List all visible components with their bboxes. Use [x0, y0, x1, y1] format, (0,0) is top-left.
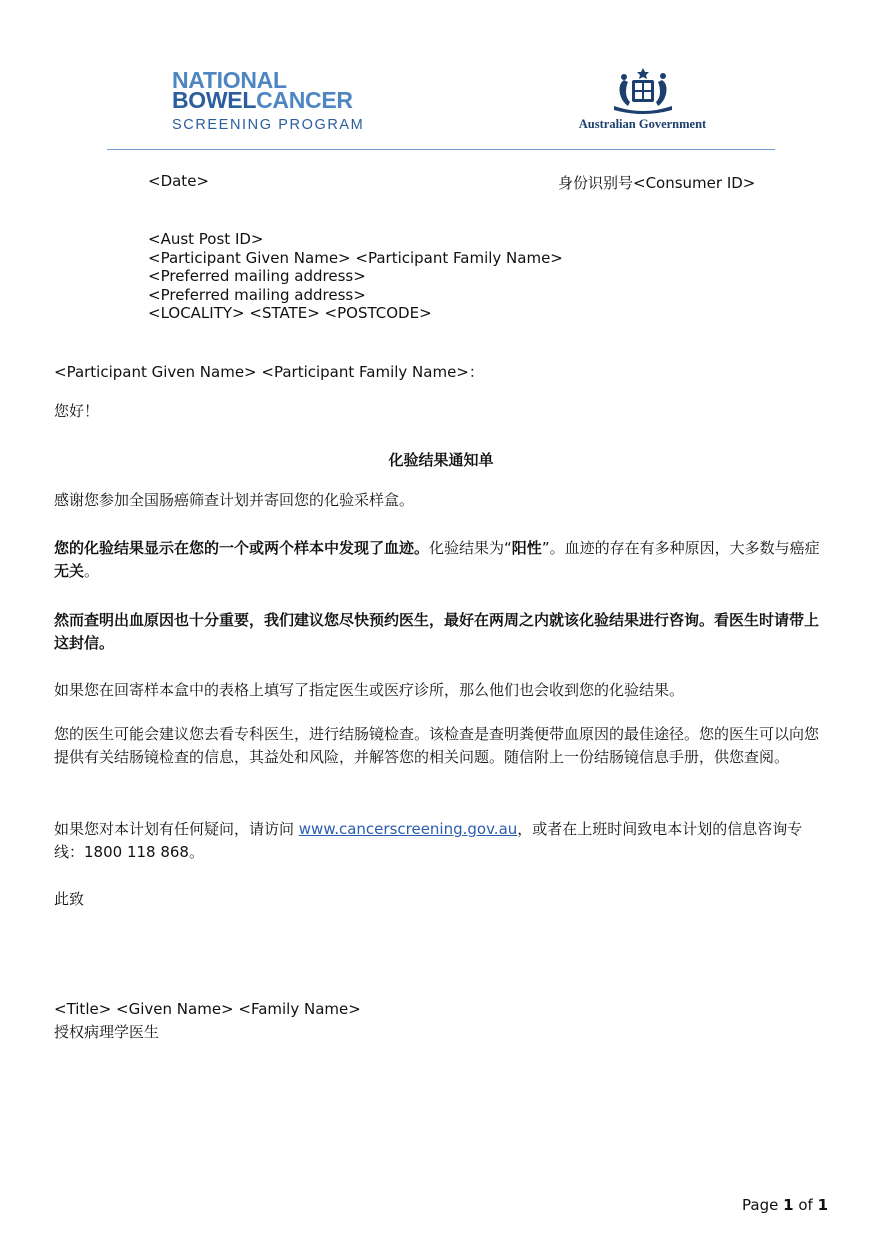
- gov-logo-text: Australian Government: [578, 117, 707, 131]
- consumer-id: 身份识别号<Consumer ID>: [558, 174, 756, 192]
- coat-of-arms-icon: [606, 66, 680, 114]
- address-line: <Participant Given Name> <Participant Family Name>: [148, 248, 563, 267]
- letter-title: 化验结果通知单: [388, 451, 494, 469]
- page-current: 1: [783, 1196, 794, 1214]
- paragraph-thanks: 感谢您参加全国肠癌筛查计划并寄回您的化验采样盒。: [54, 491, 415, 509]
- result-positive: 阳性: [511, 539, 542, 557]
- australian-government-logo: [570, 66, 715, 132]
- ncsp-logo: [172, 67, 365, 133]
- greeting: 您好！: [54, 402, 100, 420]
- logo-word-bowel: BOWEL: [172, 87, 257, 113]
- page-number: [742, 1196, 828, 1214]
- logo-line-national: NATIONAL: [172, 67, 287, 93]
- logo-line-bowel-cancer: [172, 87, 364, 113]
- address-line: <Aust Post ID>: [148, 230, 264, 248]
- contact-text-a: 如果您对本计划有任何疑问，请访问: [54, 820, 299, 838]
- page-of: of: [793, 1196, 818, 1214]
- address-line: <Preferred mailing address>: [148, 285, 366, 304]
- logo-line-screening-program: SCREENING PROGRAM: [172, 117, 365, 133]
- page-label: Page: [742, 1196, 784, 1214]
- closing: 此致: [54, 890, 85, 908]
- paragraph-result: [54, 537, 829, 583]
- result-text-c: 。: [84, 562, 100, 580]
- result-unrelated: 无关: [54, 562, 85, 580]
- result-text-b: ”。血迹的存在有多种原因，大多数与癌症: [541, 539, 820, 557]
- paragraph-colonoscopy: 您的医生可能会建议您去看专科医生，进行结肠镜检查。该检查是查明粪便带血原因的最佳途径。您的医生可以向您提供有关结肠镜检查的信息，其益处和风险，并解答您的相关问题。随信附上一份结肠镜信息手册，供您查阅。: [54, 725, 820, 766]
- website-link[interactable]: www.cancerscreening.gov.au: [298, 820, 518, 838]
- letter-date: <Date>: [148, 172, 209, 190]
- contact-text-b: ，或者在上班时间致电本计划的信息咨询专线：1800 118 868。: [54, 820, 803, 861]
- signature-name: <Title> <Given Name> <Family Name>: [54, 1000, 361, 1018]
- address-line: <LOCALITY> <STATE> <POSTCODE>: [148, 304, 432, 323]
- address-block: [148, 230, 563, 323]
- result-emphasis: 您的化验结果显示在您的一个或两个样本中发现了血迹。: [54, 539, 430, 557]
- salutation: <Participant Given Name> <Participant Family Name>：: [54, 363, 484, 381]
- paragraph-see-doctor: 然而查明出血原因也十分重要，我们建议您尽快预约医生，最好在两周之内就该化验结果进行咨询。看医生时请带上这封信。: [54, 611, 820, 652]
- paragraph-nominated-doctor: 如果您在回寄样本盒中的表格上填写了指定医生或医疗诊所，那么他们也会收到您的化验结果。: [54, 681, 685, 699]
- result-text-a: 化验结果为“: [429, 539, 512, 557]
- page-total: 1: [817, 1196, 828, 1214]
- signature-title: 授权病理学医生: [54, 1023, 160, 1041]
- address-line: <Preferred mailing address>: [148, 267, 366, 286]
- header-divider: [107, 149, 775, 150]
- paragraph-contact: [54, 818, 829, 864]
- logo-word-cancer: CANCER: [256, 87, 353, 113]
